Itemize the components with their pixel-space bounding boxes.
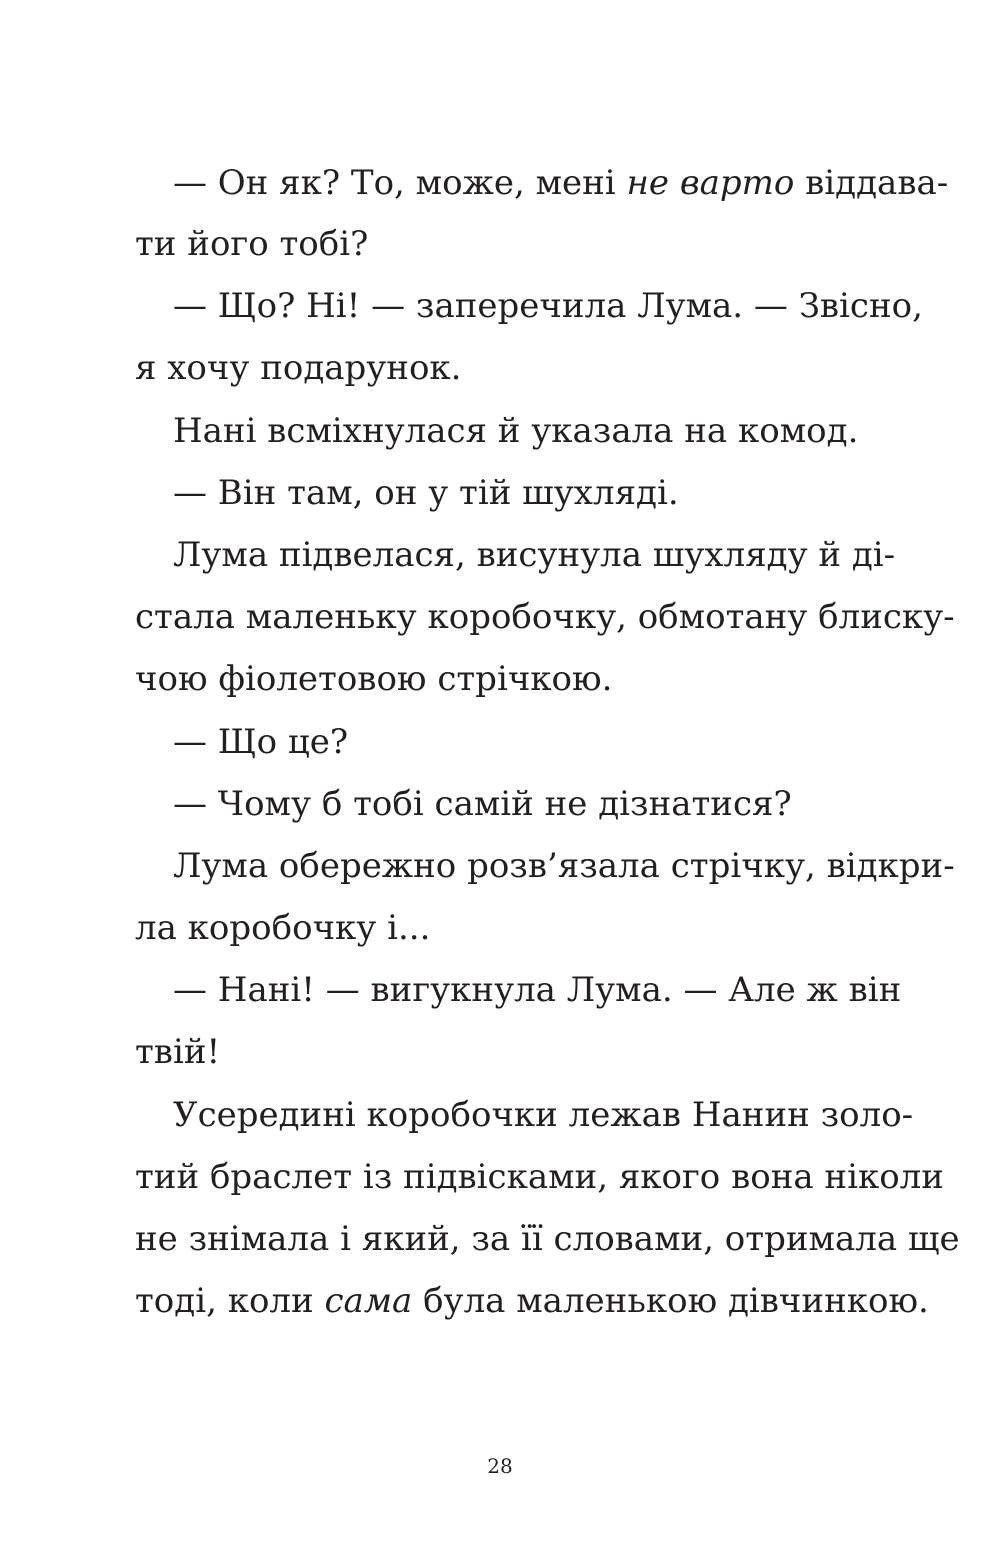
text-run: — Чому б тобі самій не дізнатися? — [173, 784, 792, 824]
text-run: ла коробочку і... — [135, 908, 431, 948]
text-run: чою фіолетовою стрічкою. — [135, 659, 613, 699]
text-line — [135, 654, 865, 704]
text-line — [135, 592, 955, 642]
text-run: — Нані! — вигукнула Лума. — Але ж він — [173, 970, 902, 1010]
text-line — [135, 717, 865, 767]
text-line — [135, 1152, 944, 1202]
text-line — [135, 965, 902, 1015]
text-line — [135, 530, 896, 580]
text-run: Нані всміхнулася й указала на комод. — [173, 411, 859, 451]
text-run: — Він там, он у тій шухляді. — [173, 473, 679, 513]
text-run: — Он як? То, може, мені — [173, 163, 627, 203]
text-line — [135, 779, 865, 829]
text-line — [135, 1276, 929, 1326]
text-line — [135, 219, 865, 269]
text-run: Лума обережно розв’язала стрічку, відкри- — [173, 846, 955, 886]
text-run: стала маленьку коробочку, обмотану блиску- — [135, 597, 955, 637]
text-line — [135, 343, 865, 393]
text-run: — Що це? — [173, 722, 349, 762]
italic-text-run: не варто — [626, 163, 795, 203]
text-line — [135, 158, 949, 208]
text-run: була маленькою дівчинкою. — [412, 1281, 929, 1321]
text-run: не знімала і який, за її словами, отримала ще — [135, 1219, 960, 1259]
text-run: Усередині коробочки лежав Нанин золо- — [173, 1095, 914, 1135]
text-run: тий браслет із підвісками, якого вона ніколи — [135, 1157, 944, 1197]
text-line — [135, 1090, 914, 1140]
text-line — [135, 1027, 865, 1077]
text-line — [135, 1214, 960, 1264]
text-run: ти його тобі? — [135, 224, 369, 264]
text-line — [135, 903, 865, 953]
page-number: 28 — [487, 1454, 513, 1478]
text-run: віддава- — [794, 163, 949, 203]
text-line — [135, 281, 923, 331]
text-line — [135, 841, 955, 891]
text-line — [135, 406, 865, 456]
text-run: я хочу подарунок. — [135, 348, 462, 388]
text-run: Лума підвелася, висунула шухляду й ді- — [173, 535, 896, 575]
text-run: тоді, коли — [135, 1281, 325, 1321]
text-run: — Що? Ні! — заперечила Лума. — Звісно, — [173, 286, 923, 326]
italic-text-run: сама — [324, 1281, 413, 1321]
text-line — [135, 468, 865, 518]
text-run: твій! — [135, 1032, 221, 1072]
